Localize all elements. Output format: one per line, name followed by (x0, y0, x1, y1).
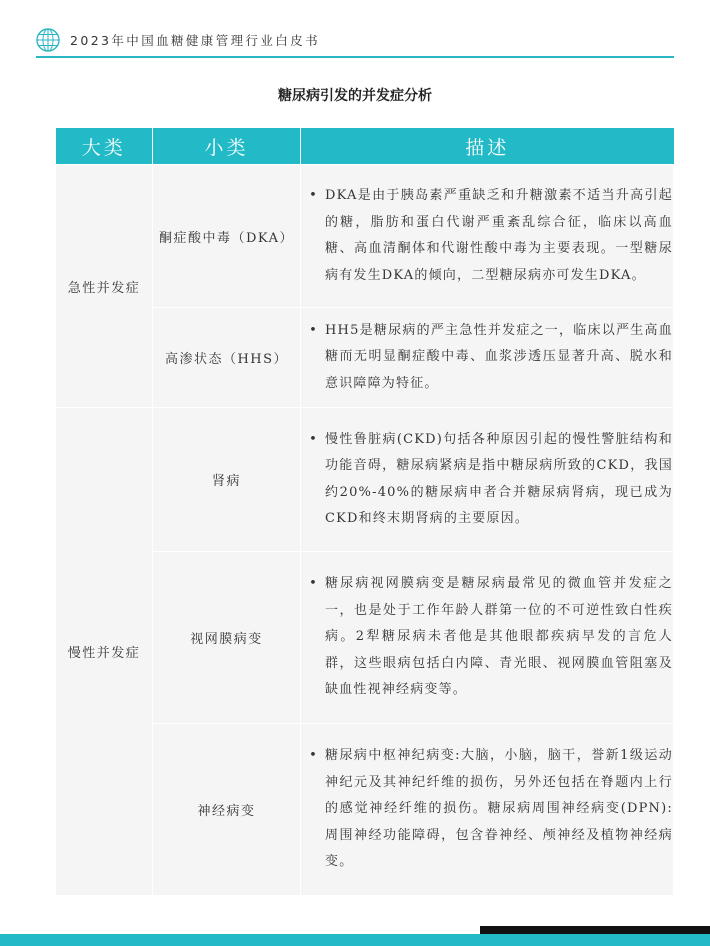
description-hhs: HH5是糖尿病的严主急性并发症之一，临床以严生高血糖而无明显酮症酸中毒、血浆涉透压显著升高、脱水和意识障障为特征。 (325, 322, 673, 391)
complications-table (55, 128, 674, 896)
header-subcategory: 小类 (153, 128, 301, 165)
subcategory-neuropathy: 神经病变 (153, 724, 301, 896)
category-chronic: 慢性并发症 (56, 408, 153, 896)
globe-grid-icon (36, 28, 60, 52)
description-cell (301, 408, 674, 552)
bullet-icon: • (309, 576, 317, 592)
description-kidney: 慢性鲁脏病(CKD)句括各种原因引起的慢性警脏结构和功能音碍，糖尿病紧病是指中糖尿病所致的CKD，我国约20%-40%的糖尿病申者合并糖尿病肾病，现已成为CKD和终末期肾病的主要原因。 (325, 431, 673, 526)
report-title: 2023年中国血糖健康管理行业白皮书 (70, 33, 321, 48)
subcategory-retinopathy: 视网膜病变 (153, 552, 301, 724)
subcategory-kidney: 肾病 (153, 408, 301, 552)
description-dka: DKA是由于胰岛素严重缺乏和升糖激素不适当升高引起的糖，脂肪和蛋白代谢严重紊乱综合征，临床以高血糖、高血清酮体和代谢性酸中毒为主要表现。一型糖尿病有发生DKA的倾向，二型糖尿病亦可发生DKA。 (325, 188, 673, 283)
table-row (56, 408, 674, 552)
bullet-icon: • (309, 748, 317, 764)
bullet-icon: • (309, 431, 317, 447)
description-retinopathy: 糖尿病视网膜病变是糖尿病最常见的微血管并发症之一，也是处于工作年龄人群第一位的不可逆性致白性疾病。2犁糖尿病未者他是其他眼都疾病早发的言危人群，这些眼病包括白内障、青光眼、视网膜血管阻塞及缺血性视神经病变等。 (325, 576, 673, 698)
subcategory-dka: 酮症酸中毒（DKA） (153, 165, 301, 308)
bullet-icon: • (309, 322, 317, 338)
description-neuropathy: 糖尿病中枢神纪病变:大脑，小脑，脑干，誉新1级运动神纪元及其神纪纤维的损伤，另外还包括在脊题内上行的感觉神经纤维的损伤。糖尿病周围神经病变(DPN):周围神经功能障碍，包含眷神经、颅神经及植物神经病变。 (325, 748, 673, 870)
header-description: 描述 (301, 128, 674, 165)
table-caption: 糖尿病引发的并发症分析 (278, 88, 432, 104)
header-divider (36, 56, 674, 58)
table-row (56, 165, 674, 308)
description-cell (301, 308, 674, 408)
footer-dark-bar (480, 926, 710, 934)
header (36, 26, 320, 54)
subcategory-hhs: 高渗状态（HHS） (153, 308, 301, 408)
description-cell (301, 165, 674, 308)
category-acute: 急性并发症 (56, 165, 153, 408)
header-category: 大类 (56, 128, 153, 165)
table-header-row (56, 128, 674, 165)
description-cell (301, 552, 674, 724)
footer-accent-bar (0, 934, 710, 946)
bullet-icon: • (309, 188, 317, 203)
description-cell (301, 724, 674, 896)
